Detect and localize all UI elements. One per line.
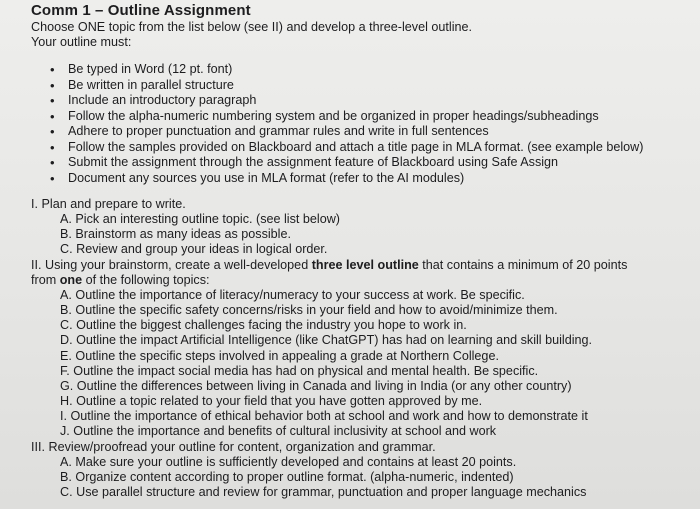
topic-item: C. Outline the biggest challenges facing the industry you hope to work in. <box>60 318 467 333</box>
requirement-item: • Document any sources you use in MLA format (refer to the AI modules) <box>48 171 643 187</box>
topic-item: H. Outline a topic related to your field that you have gotten approved by me. <box>60 394 483 409</box>
section-1-heading: I. Plan and prepare to write. <box>31 197 186 211</box>
section-3-item: A. Make sure your outline is sufficiently developed and contains at least 20 points. <box>60 454 517 469</box>
requirement-item: • Follow the samples provided on Blackboard and attach a title page in MLA format. (see example below) <box>48 140 643 156</box>
page-title: Comm 1 – Outline Assignment <box>31 2 251 19</box>
section-3-heading: III. Review/proofread your outline for content, organization and grammar. <box>31 439 436 454</box>
section-3-item: B. Organize content according to proper outline format. (alpha-numeric, indented) <box>60 469 514 484</box>
section-2-cont-pre: from <box>31 272 60 287</box>
section-2-cont-post: of the following topics: <box>82 272 210 287</box>
section-2-heading-bold: three level outline <box>311 257 419 272</box>
requirement-item: • Be typed in Word (12 pt. font) <box>48 62 643 78</box>
requirement-item: • Be written in parallel structure <box>48 78 643 94</box>
topic-item: J. Outline the importance and benefits of cultural inclusivity at school and work <box>60 424 497 439</box>
requirement-item: • Include an introductory paragraph <box>48 93 643 109</box>
topic-item: D. Outline the impact Artificial Intelligence (like ChatGPT) has had on learning and skill building. <box>60 333 593 348</box>
section-3-item: C. Use parallel structure and review for grammar, punctuation and proper language mechanics <box>60 484 587 499</box>
topic-item: F. Outline the impact social media has had on physical and mental health. Be specific. <box>60 363 539 378</box>
topic-item: I. Outline the importance of ethical behavior both at school and work and how to demonstrate it <box>60 409 588 424</box>
section-1-item: C. Review and group your ideas in logical order. <box>60 242 328 257</box>
section-2-heading-cont <box>31 273 627 288</box>
section-1-item: B. Brainstorm as many ideas as possible. <box>60 227 291 242</box>
intro-line-2: Your outline must: <box>31 35 132 49</box>
section-2-heading-post: that contains a minimum of 20 points <box>418 257 628 272</box>
section-2-heading-pre: II. Using your brainstorm, create a well-developed <box>31 257 312 272</box>
topic-item: G. Outline the differences between living in Canada and living in India (or any other country) <box>60 378 572 393</box>
topic-item: E. Outline the specific steps involved in appealing a grade at Northern College. <box>60 348 499 363</box>
requirement-item: • Follow the alpha-numeric numbering system and be organized in proper headings/subheadings <box>48 109 643 125</box>
requirements-list <box>48 62 643 186</box>
section-2-cont-bold: one <box>59 272 83 287</box>
requirement-item: • Submit the assignment through the assignment feature of Blackboard using Safe Assign <box>48 155 643 171</box>
outline-body <box>31 197 627 500</box>
section-1-item: A. Pick an interesting outline topic. (see list below) <box>60 212 340 227</box>
section-2-heading <box>31 258 627 273</box>
topic-item: A. Outline the importance of literacy/numeracy to your success at work. Be specific. <box>60 287 525 302</box>
intro-line-1: Choose ONE topic from the list below (see II) and develop a three-level outline. <box>31 20 473 34</box>
topic-item: B. Outline the specific safety concerns/risks in your field and how to avoid/minimize them. <box>60 303 558 318</box>
requirement-item: • Adhere to proper punctuation and grammar rules and write in full sentences <box>48 124 643 140</box>
